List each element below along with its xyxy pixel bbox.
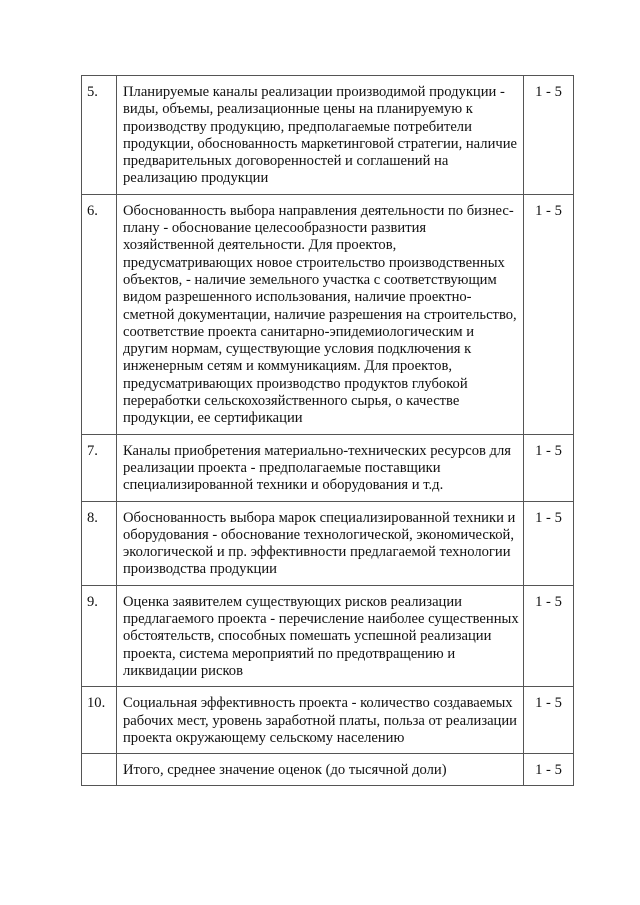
table-row xyxy=(82,194,574,434)
criteria-table xyxy=(81,75,574,786)
row-number xyxy=(82,754,117,786)
table-row xyxy=(82,585,574,686)
table-row xyxy=(82,687,574,754)
score-range: 1 - 5 xyxy=(524,687,574,754)
score-range: 1 - 5 xyxy=(524,194,574,434)
criterion-text: Планируемые каналы реализации производимой продукции - виды, объемы, реализационные цены на планируемую к производству продукцию, предполагаемые потребители продукции, обоснованность маркетинговой стратегии, наличие предварительных договоренностей и соглашений на реализацию продукции xyxy=(117,76,524,195)
criterion-text: Каналы приобретения материально-технических ресурсов для реализации проекта - предполагаемые поставщики специализированной техники и оборудования и т.д. xyxy=(117,434,524,501)
criterion-text: Обоснованность выбора марок специализированной техники и оборудования - обоснование технологической, экономической, экологической и пр. эффективности предлагаемой технологии производства продукции xyxy=(117,501,524,585)
score-range: 1 - 5 xyxy=(524,754,574,786)
criterion-text: Социальная эффективность проекта - количество создаваемых рабочих мест, уровень заработной платы, польза от реализации проекта окружающему сельскому населению xyxy=(117,687,524,754)
table-row xyxy=(82,76,574,195)
row-number: 6. xyxy=(82,194,117,434)
score-range: 1 - 5 xyxy=(524,501,574,585)
row-number: 8. xyxy=(82,501,117,585)
criterion-text: Оценка заявителем существующих рисков реализации предлагаемого проекта - перечисление наиболее существенных обстоятельств, способных помешать успешной реализации проекта, система мероприятий по предотвращению и ликвидации рисков xyxy=(117,585,524,686)
row-number: 10. xyxy=(82,687,117,754)
total-row xyxy=(82,754,574,786)
total-label: Итого, среднее значение оценок (до тысячной доли) xyxy=(117,754,524,786)
score-range: 1 - 5 xyxy=(524,585,574,686)
table-row xyxy=(82,434,574,501)
criterion-text: Обоснованность выбора направления деятельности по бизнес-плану - обоснование целесообразности развития хозяйственной деятельности. Для проектов, предусматривающих новое строительство производственных объектов, - наличие земельного участка с соответствующим видом разрешенного использования, наличие проектно-сметной документации, наличие разрешения на строительство, соответствие проекта санитарно-эпидемиологическим и другим нормам, существующие условия подключения к инженерным сетям и коммуникациям. Для проектов, предусматривающих производство продуктов глубокой переработки сельскохозяйственного сырья, о качестве продукции, ее сертификации xyxy=(117,194,524,434)
table-row xyxy=(82,501,574,585)
score-range: 1 - 5 xyxy=(524,76,574,195)
row-number: 9. xyxy=(82,585,117,686)
score-range: 1 - 5 xyxy=(524,434,574,501)
row-number: 5. xyxy=(82,76,117,195)
row-number: 7. xyxy=(82,434,117,501)
